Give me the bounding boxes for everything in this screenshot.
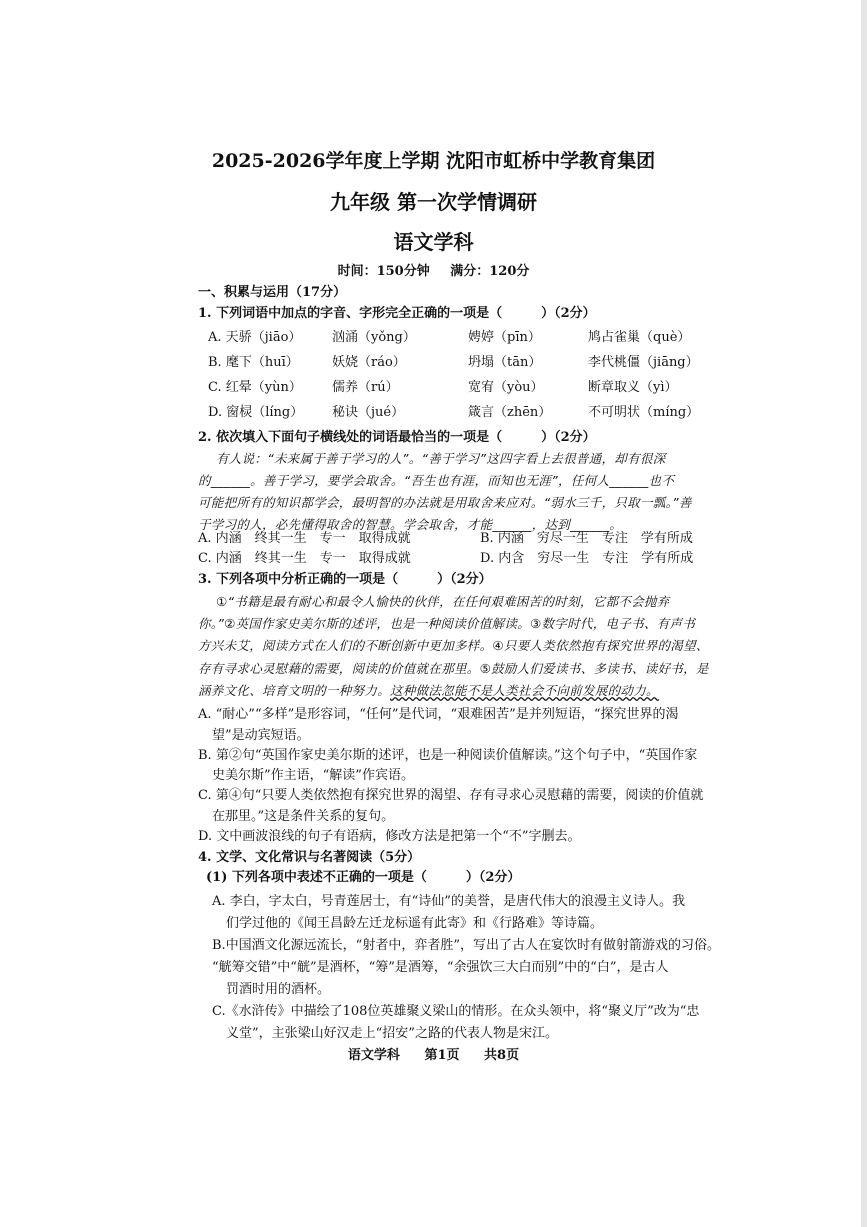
q3-passage-last: 涵养文化、培育文明的一种努力。这种做法忽能不是人类社会不向前发展的动力。 bbox=[198, 683, 659, 698]
exam-info bbox=[0, 260, 867, 279]
q2-option-b: B. 内涵 穷尽一生 专注 学有所成 bbox=[480, 531, 693, 546]
q2-option-c: C. 内涵 终其一生 专一 取得成就 bbox=[198, 551, 411, 566]
q4-option-line: A. 李白，字太白，号青莲居士，有“诗仙”的美誉，是唐代伟大的浪漫主义诗人。我 bbox=[212, 894, 685, 909]
scan-edge bbox=[861, 0, 867, 1227]
footer-total: 共8页 bbox=[484, 1048, 520, 1063]
q3-passage-line: 方兴未艾，阅读方式在人们的不断创新中更加多样。④只要人类依然抱有探究世界的渴望、 bbox=[198, 638, 709, 653]
q3-passage-line: 存有寻求心灵慰藉的需要，阅读的价值就在那里。⑤鼓励人们爱读书、多读书、读好书，是 bbox=[198, 661, 709, 676]
section-title: 一、积累与运用（17分） bbox=[198, 285, 347, 300]
q3-option-line: 望”是动宾短语。 bbox=[212, 728, 310, 743]
page-footer bbox=[0, 1044, 867, 1063]
q4-sub1-stem: (1) 下列各项中表述不正确的一项是（ ）（2分） bbox=[206, 870, 521, 885]
q2-passage-line: 有人说：“未来属于善于学习的人”。“善于学习”这四字看上去很普通，却有很深 bbox=[216, 451, 666, 466]
q1-stem: 1. 下列词语中加点的字音、字形完全正确的一项是（ ）（2分） bbox=[198, 306, 596, 321]
exam-subtitle: 九年级 第一次学情调研 bbox=[330, 190, 537, 214]
exam-subject: 语文学科 bbox=[393, 230, 474, 254]
q3-option-line: D. 文中画波浪线的句子有语病，修改方法是把第一个“不”字删去。 bbox=[198, 829, 581, 844]
q3-option-line: A. “耐心”“多样”是形容词，“任何”是代词，“艰难困苦”是并列短语，“探究世界的渴 bbox=[198, 707, 679, 722]
q3-option-line: B. 第②句“英国作家史美尔斯的述评，也是一种阅读价值解读。”这个句子中，“英国作家 bbox=[198, 748, 698, 763]
q3-passage-line: 你。”②英国作家史美尔斯的述评，也是一种阅读价值解读。③数字时代，电子书、有声书 bbox=[198, 616, 696, 631]
q1-option-a: A. 天骄（jiāo） 汹涌（yǒng） 娉婷（pīn） 鸠占雀巢（què） bbox=[208, 330, 691, 345]
q2-passage-line: 可能把所有的知识都学会，最明智的办法就是用取舍来应对。“弱水三千，只取一瓢。”善 bbox=[198, 495, 692, 510]
q1-option-b: B. 麾下（huī） 妖娆（ráo） 坍塌（tān） 李代桃僵（jiāng） bbox=[208, 355, 699, 370]
q2-passage-line: 于学习的人，必先懂得取舍的智慧。学会取舍，才能______，达到______。 bbox=[198, 517, 623, 532]
q3-option-line: 史美尔斯”作主语，“解读”作宾语。 bbox=[212, 768, 414, 783]
exam-time: 时间：150分钟 bbox=[337, 264, 430, 279]
q3-passage-line: ①“书籍是最有耐心和最令人愉快的伙伴，在任何艰难困苦的时刻，它都不会抛弃 bbox=[216, 594, 670, 609]
footer-subject: 语文学科 bbox=[347, 1048, 400, 1063]
q4-option-line: 们学过他的《闻王昌龄左迁龙标遥有此寄》和《行路难》等诗篇。 bbox=[226, 916, 604, 931]
q2-stem: 2. 依次填入下面句子横线处的词语最恰当的一项是（ ）（2分） bbox=[198, 430, 596, 445]
footer-page: 第1页 bbox=[424, 1048, 460, 1063]
exam-title: 2025-2026学年度上学期 沈阳市虹桥中学教育集团 bbox=[211, 150, 656, 172]
q2-passage-line: 的______。善于学习，要学会取舍。“吾生也有涯，而知也无涯”，任何人______也不 bbox=[198, 473, 675, 488]
wavy-underlined-sentence: 这种做法忽能不是人类社会不向前发展的动力。 bbox=[390, 683, 659, 698]
q4-option-line: C.《水浒传》中描绘了108位英雄聚义梁山的情形。在众头领中，将“聚义厅”改为“忠 bbox=[212, 1004, 700, 1019]
q4-option-line: 罚酒时用的酒杯。 bbox=[226, 982, 331, 997]
q1-option-c: C. 红晕（yùn） 儒养（rú） 宽宥（yòu） 断章取义（yì） bbox=[208, 380, 678, 395]
q4-option-line: 义堂”，主张梁山好汉走上“招安”之路的代表人物是宋江。 bbox=[226, 1026, 558, 1041]
q3-option-line: C. 第④句“只要人类依然抱有探究世界的渴望、存有寻求心灵慰藉的需要，阅读的价值就 bbox=[198, 788, 704, 803]
q4-stem: 4. 文学、文化常识与名著阅读（5分） bbox=[198, 850, 421, 865]
q2-option-a: A. 内涵 终其一生 专一 取得成就 bbox=[198, 531, 411, 546]
q2-option-d: D. 内含 穷尽一生 专注 学有所成 bbox=[480, 551, 694, 566]
q3-stem: 3. 下列各项中分析正确的一项是（ ）（2分） bbox=[198, 572, 492, 587]
q4-option-line: B.中国酒文化源远流长，“射者中，弈者胜”，写出了古人在宴饮时有做射箭游戏的习俗。 bbox=[212, 938, 720, 953]
q1-option-d: D. 窗棂（líng） 秘诀（jué） 箴言（zhēn） 不可明状（míng） bbox=[208, 405, 700, 420]
q4-option-line: “觥筹交错”中“觥”是酒杯，“筹”是酒筹，“余强饮三大白而别”中的“白”，是古人 bbox=[212, 960, 669, 975]
q3-option-line: 在那里。”这是条件关系的复句。 bbox=[212, 809, 395, 824]
exam-score: 满分：120分 bbox=[450, 264, 530, 279]
